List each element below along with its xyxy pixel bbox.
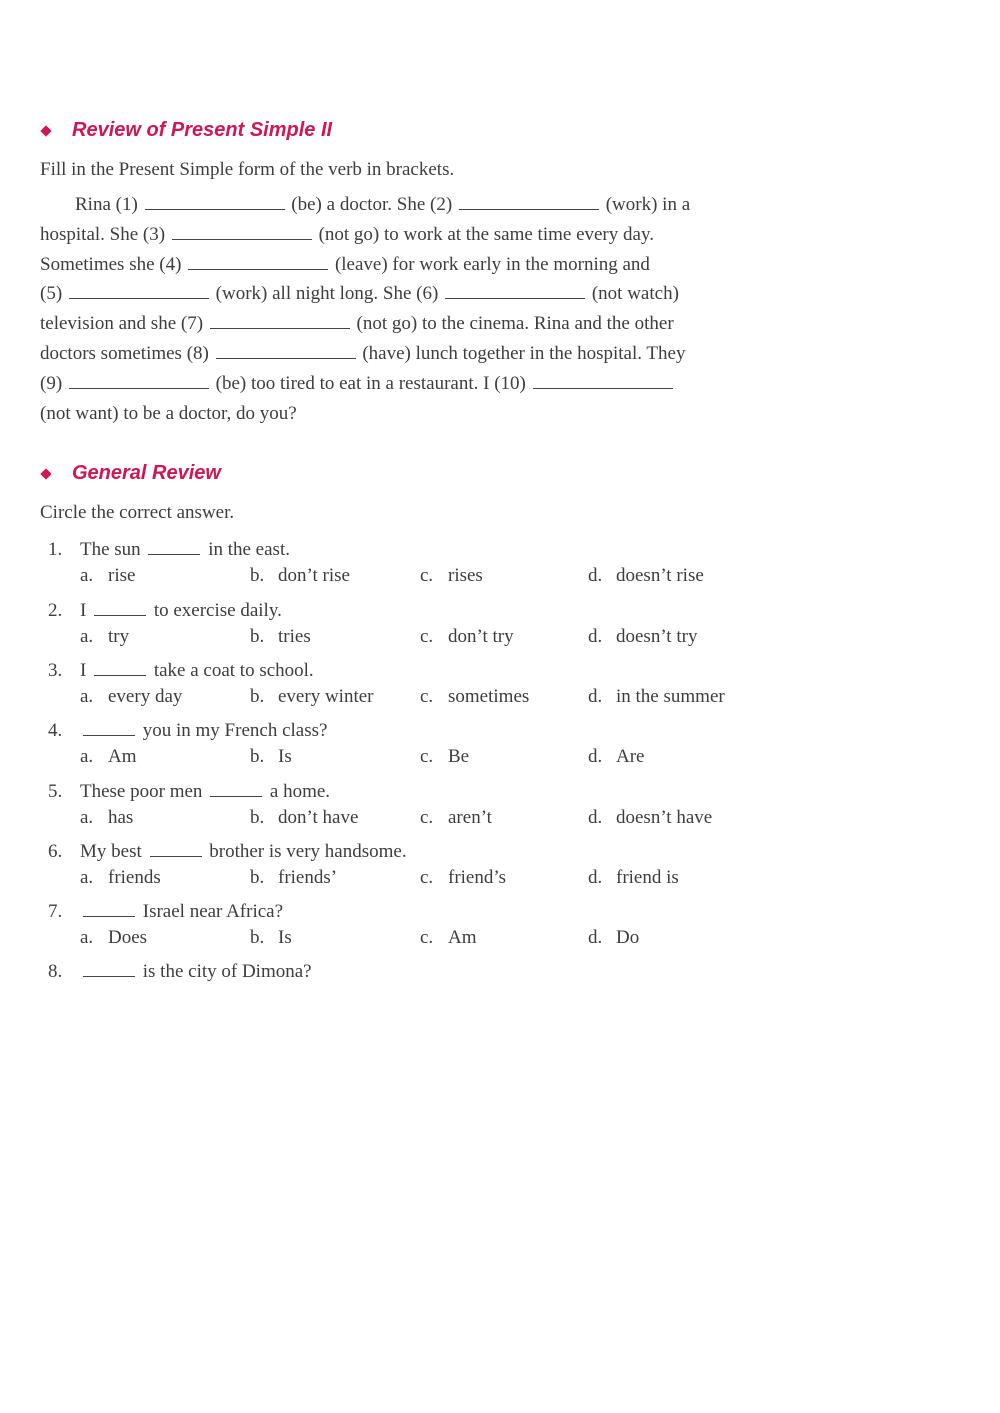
passage-line xyxy=(40,190,780,220)
passage-text: (work) in a xyxy=(600,194,691,215)
option-text: every day xyxy=(108,686,183,707)
answer-blank[interactable] xyxy=(216,358,356,359)
section-heading-present-simple xyxy=(40,119,332,142)
question-number: 6. xyxy=(48,841,63,862)
answer-option[interactable] xyxy=(420,925,477,951)
passage-text: (work) all night long. She (6) xyxy=(210,283,444,305)
question-text-before: I xyxy=(80,600,92,621)
option-text: don’t have xyxy=(278,807,359,828)
answer-option[interactable] xyxy=(250,805,358,831)
answer-options xyxy=(40,563,800,589)
answer-option[interactable] xyxy=(588,563,704,589)
answer-blank[interactable] xyxy=(210,328,350,329)
option-letter: b. xyxy=(250,867,265,888)
option-text: doesn’t have xyxy=(616,807,713,828)
option-text: doesn’t rise xyxy=(616,565,704,586)
option-text: tries xyxy=(278,626,311,647)
passage-text: Sometimes she (4) xyxy=(40,253,187,275)
option-letter: c. xyxy=(420,807,434,828)
passage-text: Rina (1) xyxy=(75,194,143,215)
answer-option[interactable] xyxy=(420,563,483,589)
question-text-after: is the city of Dimona? xyxy=(138,961,312,982)
question-text xyxy=(80,718,327,744)
question-number: 7. xyxy=(48,901,63,922)
question-number: 4. xyxy=(48,720,63,741)
diamond-bullet-icon xyxy=(40,468,51,479)
option-text: friends’ xyxy=(278,867,338,888)
option-letter: a. xyxy=(80,626,94,647)
answer-blank[interactable] xyxy=(150,856,202,857)
passage-line xyxy=(40,250,780,280)
option-text: sometimes xyxy=(448,686,530,707)
question-number: 3. xyxy=(48,660,63,681)
question-text-before: I xyxy=(80,660,92,681)
option-letter: a. xyxy=(80,927,94,948)
answer-option[interactable] xyxy=(80,744,137,770)
passage-text: (leave) for work early in the morning and xyxy=(330,253,650,275)
answer-option[interactable] xyxy=(588,925,639,951)
question-text xyxy=(80,537,290,563)
answer-options xyxy=(40,805,800,831)
option-text: friends xyxy=(108,867,161,888)
section-heading-general-review xyxy=(40,462,221,485)
passage-text: (be) too tired to eat in a restaurant. I (10) xyxy=(210,372,531,394)
question-stem xyxy=(40,598,800,624)
answer-option[interactable] xyxy=(420,624,514,650)
question-text-after: you in my French class? xyxy=(138,720,328,741)
passage-line xyxy=(40,220,780,250)
question-number: 2. xyxy=(48,600,63,621)
question-item xyxy=(40,779,800,831)
question-text-before: These poor men xyxy=(80,781,208,802)
answer-blank[interactable] xyxy=(83,976,135,977)
option-letter: a. xyxy=(80,867,94,888)
question-text-after: to exercise daily. xyxy=(149,600,282,621)
answer-option[interactable] xyxy=(80,805,133,831)
option-letter: d. xyxy=(588,867,603,888)
passage-text: (not go) to work at the same time every day. xyxy=(313,223,654,245)
passage-line xyxy=(40,399,780,429)
answer-option[interactable] xyxy=(588,805,712,831)
question-number: 8. xyxy=(48,961,63,982)
option-text: in the summer xyxy=(616,686,725,707)
option-text: Does xyxy=(108,927,148,948)
answer-option[interactable] xyxy=(80,865,161,891)
option-letter: c. xyxy=(420,626,434,647)
option-letter: b. xyxy=(250,565,265,586)
question-stem xyxy=(40,839,800,865)
answer-blank[interactable] xyxy=(459,209,599,210)
passage-text: (9) xyxy=(40,372,67,394)
option-text: don’t rise xyxy=(278,565,350,586)
answer-option[interactable] xyxy=(80,925,147,951)
option-text: Is xyxy=(278,746,292,767)
question-text xyxy=(80,959,312,985)
option-text: rises xyxy=(448,565,483,586)
question-stem xyxy=(40,779,800,805)
answer-blank[interactable] xyxy=(445,298,585,299)
passage-text: doctors sometimes (8) xyxy=(40,342,214,364)
option-text: aren’t xyxy=(448,807,492,828)
question-item xyxy=(40,839,800,891)
option-text: friend is xyxy=(616,867,679,888)
passage-text: television and she (7) xyxy=(40,313,208,335)
option-letter: d. xyxy=(588,565,603,586)
answer-option[interactable] xyxy=(588,684,725,710)
option-letter: b. xyxy=(250,927,265,948)
answer-option[interactable] xyxy=(250,744,292,770)
answer-option[interactable] xyxy=(588,865,679,891)
question-text-before: The sun xyxy=(80,539,146,560)
option-letter: d. xyxy=(588,807,603,828)
answer-blank[interactable] xyxy=(188,269,328,270)
option-text: every winter xyxy=(278,686,374,707)
answer-options xyxy=(40,925,800,951)
passage-text: (have) lunch together in the hospital. They xyxy=(357,342,686,364)
option-letter: d. xyxy=(588,746,603,767)
question-text-after: take a coat to school. xyxy=(149,660,314,681)
answer-option[interactable] xyxy=(588,744,644,770)
answer-options xyxy=(40,744,800,770)
question-text xyxy=(80,839,407,865)
question-text xyxy=(80,899,283,925)
question-item xyxy=(40,658,800,710)
passage-line xyxy=(40,339,780,369)
section-instruction: Circle the correct answer. xyxy=(40,502,235,523)
answer-options xyxy=(40,624,800,650)
answer-blank[interactable] xyxy=(83,735,135,736)
passage-line xyxy=(40,279,780,309)
passage-text: hospital. She (3) xyxy=(40,223,170,245)
option-text: Do xyxy=(616,927,640,948)
option-letter: c. xyxy=(420,927,434,948)
question-text-before: My best xyxy=(80,841,147,862)
answer-blank[interactable] xyxy=(148,554,200,555)
answer-blank[interactable] xyxy=(69,388,209,389)
question-text-after: brother is very handsome. xyxy=(204,841,407,862)
option-letter: d. xyxy=(588,626,603,647)
option-letter: c. xyxy=(420,565,434,586)
passage-text: (not go) to the cinema. Rina and the other xyxy=(351,313,674,335)
option-letter: c. xyxy=(420,867,434,888)
question-stem xyxy=(40,959,800,985)
passage-text: (not want) to be a doctor, do you? xyxy=(40,402,297,424)
answer-option[interactable] xyxy=(80,624,129,650)
section-instruction: Fill in the Present Simple form of the verb in brackets. xyxy=(40,159,455,180)
answer-option[interactable] xyxy=(420,684,529,710)
answer-blank[interactable] xyxy=(94,615,146,616)
answer-blank[interactable] xyxy=(145,209,285,210)
option-text: friend’s xyxy=(448,867,507,888)
answer-options xyxy=(40,684,800,710)
answer-option[interactable] xyxy=(250,624,311,650)
question-stem xyxy=(40,537,800,563)
answer-option[interactable] xyxy=(250,684,373,710)
section-title: Review of Present Simple II xyxy=(72,119,333,141)
question-item xyxy=(40,959,800,985)
question-text xyxy=(80,658,314,684)
answer-option[interactable] xyxy=(420,805,492,831)
option-letter: d. xyxy=(588,927,603,948)
answer-option[interactable] xyxy=(588,624,697,650)
answer-blank[interactable] xyxy=(94,675,146,676)
fill-in-passage xyxy=(40,190,780,428)
option-letter: b. xyxy=(250,746,265,767)
option-text: has xyxy=(108,807,134,828)
question-number: 5. xyxy=(48,781,63,802)
answer-option[interactable] xyxy=(250,865,337,891)
question-text-after: in the east. xyxy=(203,539,290,560)
option-text: Are xyxy=(616,746,645,767)
option-letter: b. xyxy=(250,807,265,828)
answer-options xyxy=(40,865,800,891)
question-number: 1. xyxy=(48,539,63,560)
option-letter: c. xyxy=(420,686,434,707)
option-letter: b. xyxy=(250,626,265,647)
option-letter: a. xyxy=(80,807,94,828)
question-stem xyxy=(40,718,800,744)
answer-option[interactable] xyxy=(420,865,506,891)
option-text: doesn’t try xyxy=(616,626,698,647)
question-stem xyxy=(40,658,800,684)
answer-blank[interactable] xyxy=(69,298,209,299)
option-letter: a. xyxy=(80,746,94,767)
section-title: General Review xyxy=(72,462,221,484)
passage-text: (not watch) xyxy=(587,283,679,305)
option-letter: c. xyxy=(420,746,434,767)
answer-blank[interactable] xyxy=(172,239,312,240)
passage-line xyxy=(40,369,780,399)
option-letter: d. xyxy=(588,686,603,707)
question-item xyxy=(40,598,800,650)
question-stem xyxy=(40,899,800,925)
diamond-bullet-icon xyxy=(40,125,51,136)
answer-blank[interactable] xyxy=(210,796,262,797)
answer-option[interactable] xyxy=(420,744,469,770)
passage-text: (be) a doctor. She (2) xyxy=(286,194,457,215)
passage-line xyxy=(40,309,780,339)
option-text: Be xyxy=(448,746,470,767)
option-text: rise xyxy=(108,565,136,586)
answer-option[interactable] xyxy=(250,925,292,951)
answer-option[interactable] xyxy=(80,684,182,710)
answer-option[interactable] xyxy=(80,563,135,589)
question-text-after: a home. xyxy=(265,781,331,802)
question-text-after: Israel near Africa? xyxy=(138,901,284,922)
question-item xyxy=(40,899,800,951)
question-text xyxy=(80,598,282,624)
question-item xyxy=(40,718,800,770)
option-text: Is xyxy=(278,927,292,948)
passage-text: (5) xyxy=(40,283,67,305)
answer-option[interactable] xyxy=(250,563,350,589)
option-text: don’t try xyxy=(448,626,514,647)
option-letter: b. xyxy=(250,686,265,707)
option-text: Am xyxy=(108,746,137,767)
option-letter: a. xyxy=(80,686,94,707)
question-item xyxy=(40,537,800,589)
option-letter: a. xyxy=(80,565,94,586)
option-text: Am xyxy=(448,927,477,948)
answer-blank[interactable] xyxy=(83,916,135,917)
question-text xyxy=(80,779,330,805)
option-text: try xyxy=(108,626,130,647)
answer-blank[interactable] xyxy=(533,388,673,389)
